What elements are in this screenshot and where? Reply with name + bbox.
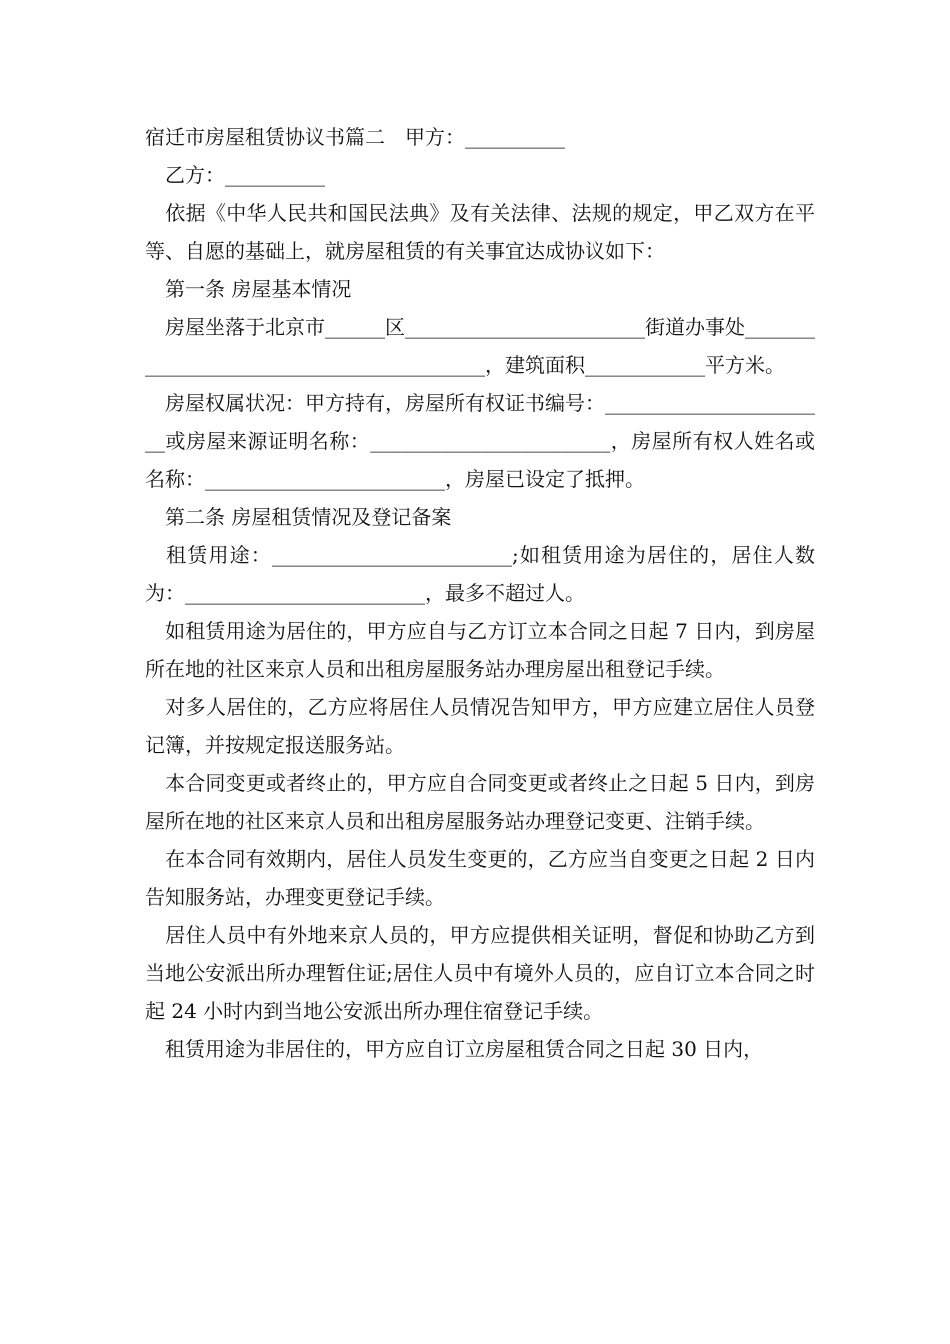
- residential-registration-paragraph: 如租赁用途为居住的，甲方应自与乙方订立本合同之日起 7 日内，到房屋所在地的社区来京人员和出租房屋服务站办理房屋出租登记手续。: [145, 619, 815, 681]
- article-1-title: 第一条 房屋基本情况: [145, 277, 352, 301]
- property-location-paragraph: 房屋坐落于北京市______区________________________街道办事处_________________________________________，建筑面积____________平方米。: [145, 315, 815, 377]
- usage-paragraph: 租赁用途：________________________;如租赁用途为居住的，居住人数为：________________________，最多不超过人。: [145, 543, 815, 605]
- nonlocal-resident-paragraph: 居住人员中有外地来京人员的，甲方应提供相关证明，督促和协助乙方到当地公安派出所办理暂住证;居住人员中有境外人员的，应自订立本合同之时起 24 小时内到当地公安派出所办理住宿登记手续。: [145, 923, 815, 1023]
- resident-change-paragraph: 在本合同有效期内，居住人员发生变更的，乙方应当自变更之日起 2 日内告知服务站，办理变更登记手续。: [145, 847, 815, 909]
- heading-line: 宿迁市房屋租赁协议书篇二 甲方：__________: [145, 125, 565, 149]
- document-body: [145, 118, 815, 1068]
- non-residential-paragraph: 租赁用途为非居住的，甲方应自订立房屋租赁合同之日起 30 日内，: [145, 1037, 764, 1061]
- article-2-title: 第二条 房屋租赁情况及登记备案: [145, 505, 452, 529]
- preamble-paragraph: 依据《中华人民共和国民法典》及有关法律、法规的规定，甲乙双方在平等、自愿的基础上，就房屋租赁的有关事宜达成协议如下：: [145, 201, 815, 263]
- party-b-line: 乙方：__________: [145, 163, 325, 187]
- contract-change-paragraph: 本合同变更或者终止的，甲方应自合同变更或者终止之日起 5 日内，到房屋所在地的社区来京人员和出租房屋服务站办理登记变更、注销手续。: [145, 771, 815, 833]
- multi-resident-paragraph: 对多人居住的，乙方应将居住人员情况告知甲方，甲方应建立居住人员登记簿，并按规定报送服务站。: [145, 695, 815, 757]
- ownership-paragraph: 房屋权属状况：甲方持有，房屋所有权证书编号：_______________________或房屋来源证明名称：________________________，房屋所有权人姓名或名称：________________________，房屋已设定了抵押。: [145, 391, 815, 491]
